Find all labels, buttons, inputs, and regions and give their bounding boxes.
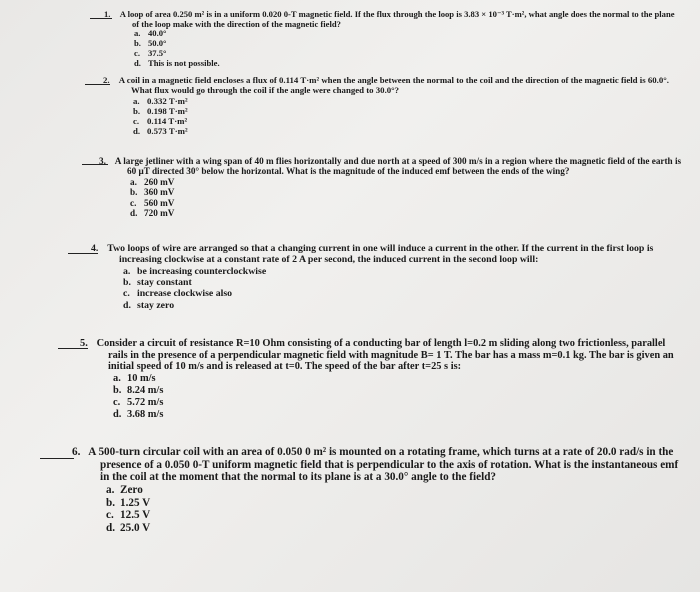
- question-5: [80, 338, 684, 421]
- option-b[interactable]: b. 50.0°: [134, 38, 167, 49]
- option-c[interactable]: c. 37.5°: [134, 48, 167, 58]
- option-d[interactable]: d. stay zero: [123, 299, 175, 311]
- option-d[interactable]: d. 3.68 m/s: [113, 408, 164, 420]
- option-c[interactable]: c. 5.72 m/s: [113, 396, 164, 408]
- question-text: A coil in a magnetic field encloses a flux of 0.114 T·m² when the angle between the normal to the coil and the direction of the magnetic field is 60.0°. What flux would go through the coil if the angle were changed to 30.0°?: [118, 75, 669, 95]
- question-5-options: [113, 373, 684, 421]
- option-d[interactable]: d. 720 mV: [130, 208, 175, 219]
- question-3-options: [130, 177, 683, 219]
- question-text: A loop of area 0.250 m² is in a uniform 0.020 0-T magnetic field. If the flux through the loop is 3.83 × 10⁻³ T·m², what angle does the normal to the plane of the loop make with the direction of the magnetic field?: [119, 9, 675, 29]
- question-1-stem: 1. A loop of area 0.250 m² is in a uniform 0.020 0-T magnetic field. If the flux through the loop is 3.83 × 10⁻³ T·m², what angle does the normal to the plane of the loop make with the direction of the magnetic field?: [104, 9, 675, 29]
- option-d[interactable]: d. 0.573 T·m²: [133, 126, 188, 137]
- option-b[interactable]: b. 360 mV: [130, 187, 175, 198]
- question-6-stem: 6. A 500-turn circular coil with an area of 0.050 0 m² is mounted on a rotating frame, which turns at a rate of 20.0 rad/s in the presence of a 0.050 0-T uniform magnetic field that is perpendicular to the axis of rotation. What is the instantaneous emf in the coil at the moment that the normal to its plane is at a 30.0° angle to the field?: [72, 446, 679, 484]
- question-4-stem: 4. Two loops of wire are arranged so that a changing current in one will induce a current in the other. If the current in the first loop is increasing clockwise at a constant rate of 2 A per second, the induced current in the second loop will:: [91, 243, 654, 265]
- question-5-stem: 5. Consider a circuit of resistance R=10 Ohm consisting of a conducting bar of length l=0.2 m sliding along two frictionless, parallel rails in the presence of a perpendicular magnetic field with magnitude B= 1 T. The bar has a mass m=0.1 kg. The bar is given an initial speed of 10 m/s and is released at t=0. The speed of the bar after t=25 s is:: [80, 338, 674, 373]
- option-a[interactable]: a. 10 m/s: [113, 372, 156, 384]
- option-b[interactable]: b. stay constant: [123, 277, 192, 289]
- option-b[interactable]: b. 1.25 V: [106, 496, 151, 509]
- option-a[interactable]: a. 40.0°: [134, 28, 167, 39]
- option-a[interactable]: a. Zero: [106, 483, 143, 496]
- question-6: [72, 446, 686, 535]
- option-c[interactable]: c. increase clockwise also: [123, 288, 233, 300]
- option-a[interactable]: a. 0.332 T·m²: [133, 95, 188, 106]
- option-a[interactable]: a. be increasing counterclockwise: [123, 265, 267, 277]
- question-text: Two loops of wire are arranged so that a changing current in one will induce a current in the other. If the current in the first loop is increasing clockwise at a constant rate of 2 A per second, the induced current in the second loop will:: [107, 243, 654, 265]
- option-d[interactable]: d. This is not possible.: [134, 57, 220, 68]
- option-c[interactable]: c. 12.5 V: [106, 509, 151, 522]
- question-text: Consider a circuit of resistance R=10 Ohm consisting of a conducting bar of length l=0.2 m sliding along two frictionless, parallel rails in the presence of a perpendicular magnetic field with magnitude B= 1 T. The bar has a mass m=0.1 kg. The bar is given an initial speed of 10 m/s and is released at t=0. The speed of the bar after t=25 s is:: [96, 338, 674, 373]
- option-a[interactable]: a. 260 mV: [130, 176, 175, 187]
- question-2-options: [133, 96, 677, 136]
- option-b[interactable]: b. 0.198 T·m²: [133, 105, 188, 116]
- question-4: [91, 243, 685, 311]
- question-2: [103, 75, 677, 137]
- question-2-stem: 2. A coil in a magnetic field encloses a flux of 0.114 T·m² when the angle between the normal to the coil and the direction of the magnetic field is 60.0°. What flux would go through the coil if the angle were changed to 30.0°?: [103, 75, 669, 95]
- option-c[interactable]: c. 0.114 T·m²: [133, 115, 188, 126]
- answer-blank-6[interactable]: [40, 458, 74, 459]
- option-d[interactable]: d. 25.0 V: [106, 522, 151, 535]
- question-3-stem: 3. A large jetliner with a wing span of 40 m flies horizontally and due north at a speed of 300 m/s in a region where the magnetic field of the earth is 60 μT directed 30° below the horizontal. What is the magnitude of the induced emf between the ends of the wing?: [99, 156, 682, 177]
- question-3: [99, 156, 683, 219]
- option-c[interactable]: c. 560 mV: [130, 197, 175, 208]
- option-b[interactable]: b. 8.24 m/s: [113, 384, 164, 396]
- question-text: A 500-turn circular coil with an area of 0.050 0 m² is mounted on a rotating frame, which turns at a rate of 20.0 rad/s in the presence of a 0.050 0-T uniform magnetic field that is perpendicular to the axis of rotation. What is the instantaneous emf in the coil at the moment that the normal to its plane is at a 30.0° angle to the field?: [88, 446, 679, 484]
- question-text: A large jetliner with a wing span of 40 m flies horizontally and due north at a speed of 300 m/s in a region where the magnetic field of the earth is 60 μT directed 30° below the horizontal. What is the magnitude of the induced emf between the ends of the wing?: [114, 156, 682, 177]
- question-6-options: [106, 484, 686, 536]
- question-1: [104, 9, 678, 69]
- question-1-options: [134, 29, 678, 69]
- question-4-options: [123, 266, 685, 311]
